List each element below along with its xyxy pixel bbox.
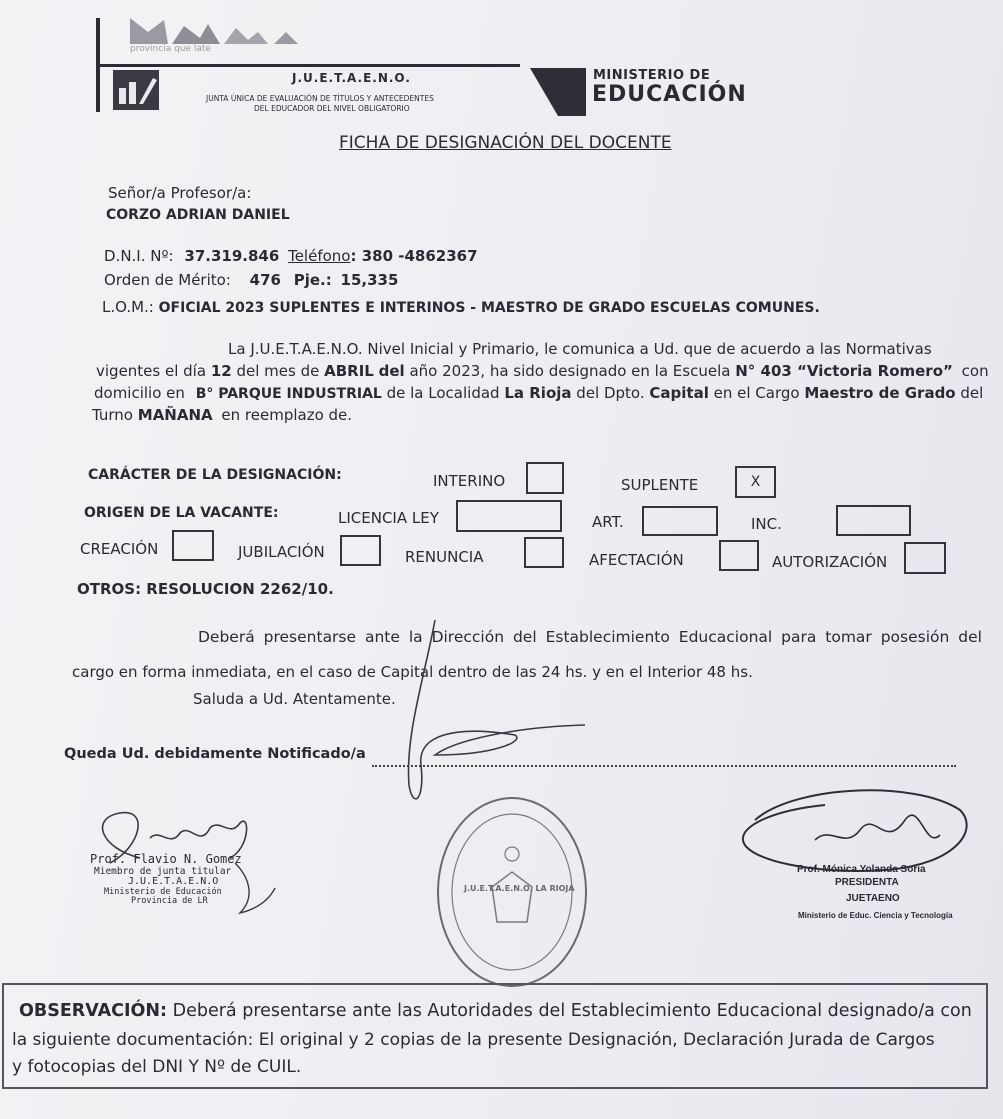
body-l2d: año 2023, ha sido designado en la Escuela <box>409 362 731 380</box>
left-signer-role: Miembro de junta titular <box>94 866 232 877</box>
creacion-label: CREACIÓN <box>80 540 159 558</box>
junta-line-2: DEL EDUCADOR DEL NIVEL OBLIGATORIO <box>254 104 410 113</box>
department: Capital <box>649 384 709 402</box>
merit-value: 476 <box>249 271 281 289</box>
left-signer-name: Prof. Flavio N. Gomez <box>90 852 242 866</box>
school-name: N° 403 “Victoria Romero” <box>735 362 953 380</box>
instructions-line-2: cargo en forma inmediata, en el caso de Capital dentro de las 24 hs. y en el Interior 48 hs. <box>72 663 753 681</box>
autorizacion-checkbox[interactable] <box>904 542 946 574</box>
body-l2c: del <box>378 362 405 380</box>
afectacion-label: AFECTACIÓN <box>589 551 684 569</box>
body-l2a: vigentes el día <box>96 362 207 380</box>
interino-label: INTERINO <box>433 472 506 490</box>
origen-label: ORIGEN DE LA VACANTE: <box>84 505 279 521</box>
instructions-line-1: Deberá presentarse ante la Dirección del Establecimiento Educacional para tomar posesión del <box>198 628 982 646</box>
body-line-4 <box>92 406 352 425</box>
body-l3d: en el Cargo <box>713 384 800 402</box>
designation-day: 12 <box>210 362 232 380</box>
pje-label: Pje.: <box>293 271 332 289</box>
suplente-label: SUPLENTE <box>621 476 699 494</box>
body-line-1: La J.U.E.T.A.E.N.O. Nivel Inicial y Primario, le comunica a Ud. que de acuerdo a las Normativas <box>228 340 932 358</box>
body-l3e: del <box>960 384 984 402</box>
body-line-3 <box>94 384 983 404</box>
afectacion-checkbox[interactable] <box>719 540 759 571</box>
dni-value: 37.319.846 <box>184 247 280 265</box>
licencia-field[interactable] <box>456 500 562 532</box>
pje-value: 15,335 <box>340 271 399 289</box>
right-signer-role: PRESIDENTA <box>835 877 899 888</box>
left-signer-ministry: Ministerio de Educación <box>104 887 222 897</box>
phone-label: Teléfono <box>288 247 351 265</box>
handwritten-signature-mark <box>395 615 605 815</box>
observation-l1-text: Deberá presentarse ante las Autoridades del Establecimiento Educacional designado/a con <box>172 1001 972 1021</box>
document-title: FICHA DE DESIGNACIÓN DEL DOCENTE <box>339 133 672 153</box>
jubilacion-checkbox[interactable] <box>340 535 381 566</box>
ministerio-de: MINISTERIO DE <box>593 68 711 83</box>
otros-resolution: OTROS: RESOLUCION 2262/10. <box>77 580 334 598</box>
renuncia-checkbox[interactable] <box>524 537 564 568</box>
body-l3a: domicilio en <box>94 384 185 402</box>
right-signer-ministry: Ministerio de Educ. Ciencia y Tecnología <box>798 911 953 920</box>
locality: La Rioja <box>504 384 572 402</box>
left-signer-org: J.U.E.T.A.E.N.O <box>128 876 219 887</box>
body-l2e: con <box>961 362 989 380</box>
creacion-checkbox[interactable] <box>172 530 214 561</box>
body-l3c: del Dpto. <box>576 384 645 402</box>
lom-row <box>102 298 820 316</box>
merit-row <box>104 271 398 289</box>
shift: MAÑANA <box>137 406 213 424</box>
designation-month: ABRIL <box>324 362 374 380</box>
jueteno-name: J.U.E.T.A.E.N.O. <box>292 71 411 85</box>
body-l4a: Turno <box>92 406 133 424</box>
role: Maestro de Grado <box>804 384 956 402</box>
educacion: EDUCACIÓN <box>592 82 747 107</box>
art-field[interactable] <box>642 506 718 536</box>
header-horizontal-rule <box>100 64 520 67</box>
suplente-checkbox[interactable] <box>735 466 776 498</box>
body-l4b: en reemplazo de. <box>221 406 353 424</box>
observation-line-1 <box>19 1000 972 1022</box>
observation-line-3: y fotocopias del DNI Y Nº de CUIL. <box>12 1057 302 1077</box>
notificado-label: Queda Ud. debidamente Notificado/a <box>64 746 366 762</box>
licencia-label: LICENCIA LEY <box>338 509 439 527</box>
jueteno-logo <box>113 70 159 110</box>
art-label: ART. <box>592 513 624 531</box>
salutation: Señor/a Profesor/a: <box>108 184 252 202</box>
stamp-text: J.U.E.T.A.E.N.O. LA RIOJA <box>464 884 575 893</box>
dni-row <box>104 247 478 265</box>
observation-label: OBSERVACIÓN: <box>19 1001 168 1021</box>
renuncia-label: RENUNCIA <box>405 548 484 566</box>
left-signer-province: Provincia de LR <box>131 896 208 906</box>
observation-line-2: la siguiente documentación: El original y 2 copias de la presente Designación, Declaración Jurada de Cargos <box>12 1030 935 1050</box>
merit-label: Orden de Mérito: <box>104 271 231 289</box>
lom-label: L.O.M.: <box>102 298 154 316</box>
recipient-name: CORZO ADRIAN DANIEL <box>106 207 290 223</box>
jubilacion-label: JUBILACIÓN <box>238 543 325 561</box>
body-l2b: del mes de <box>236 362 320 380</box>
junta-line-1: JUNTA ÚNICA DE EVALUACIÓN DE TÍTULOS Y ANTECEDENTES <box>206 94 434 103</box>
phone-value: : 380 -4862367 <box>350 247 478 265</box>
ministerio-logo <box>528 66 588 118</box>
autorizacion-label: AUTORIZACIÓN <box>772 553 888 571</box>
lom-value: OFICIAL 2023 SUPLENTES E INTERINOS - MAESTRO DE GRADO ESCUELAS COMUNES. <box>158 300 820 316</box>
suplente-check-mark: X <box>750 474 761 490</box>
province-text: provincia que late <box>130 44 211 54</box>
dni-label: D.N.I. Nº: <box>104 247 174 265</box>
inc-field[interactable] <box>836 505 911 536</box>
caracter-label: CARÁCTER DE LA DESIGNACIÓN: <box>88 467 342 483</box>
address: B° PARQUE INDUSTRIAL <box>195 386 382 402</box>
inc-label: INC. <box>751 515 782 533</box>
right-signer-org: JUETAENO <box>846 893 900 904</box>
saluda: Saluda a Ud. Atentamente. <box>193 690 396 708</box>
right-signer-name: Prof. Mónica Yolanda Soria <box>797 864 926 875</box>
body-line-2 <box>96 362 989 381</box>
interino-checkbox[interactable] <box>526 462 564 494</box>
body-l3b: de la Localidad <box>386 384 500 402</box>
